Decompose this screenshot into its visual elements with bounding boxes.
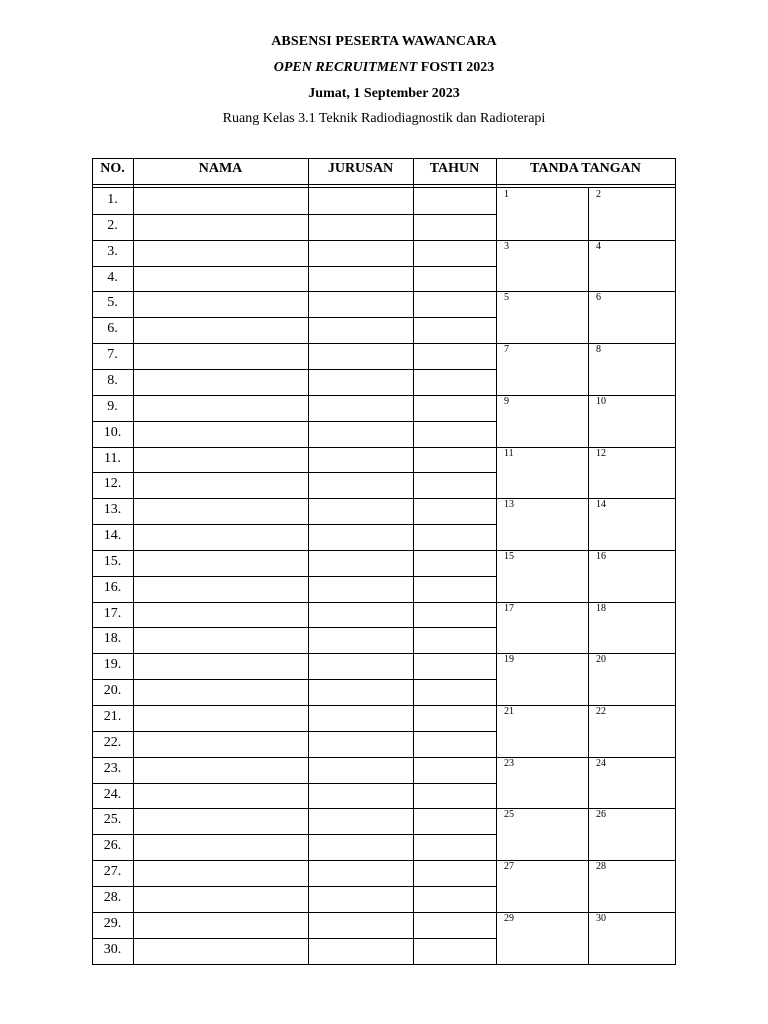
signature-number: 17 bbox=[504, 602, 514, 614]
subtitle-rest: FOSTI 2023 bbox=[420, 60, 495, 75]
signature-number: 25 bbox=[504, 809, 514, 821]
signature-row-divider bbox=[496, 291, 675, 292]
tahun-field[interactable] bbox=[414, 215, 496, 239]
subtitle-italic: OPEN RECRUITMENT bbox=[273, 60, 418, 75]
nama-field[interactable] bbox=[134, 680, 308, 704]
header-no: NO. bbox=[100, 161, 125, 176]
signature-field[interactable] bbox=[497, 564, 588, 600]
signature-field[interactable] bbox=[497, 512, 588, 548]
signature-number: 18 bbox=[596, 602, 606, 614]
signature-number: 3 bbox=[504, 240, 509, 252]
jurusan-field[interactable] bbox=[309, 370, 413, 394]
row-number: 14. bbox=[103, 528, 122, 544]
signature-number: 15 bbox=[504, 550, 514, 562]
signature-number: 22 bbox=[596, 706, 606, 717]
signature-row-divider bbox=[496, 912, 675, 913]
row-number: 7. bbox=[107, 347, 118, 363]
jurusan-field[interactable] bbox=[309, 473, 413, 497]
signature-field[interactable] bbox=[497, 305, 588, 341]
row-number: 23. bbox=[103, 760, 122, 776]
row-number: 22. bbox=[103, 734, 122, 750]
nama-field[interactable] bbox=[134, 809, 308, 833]
header-tanda-tangan: TANDA TANGAN bbox=[530, 161, 641, 176]
signature-number: 21 bbox=[504, 706, 514, 717]
tahun-field[interactable] bbox=[414, 396, 496, 420]
row-number: 16. bbox=[103, 579, 122, 595]
signature-row-divider bbox=[496, 757, 675, 758]
nama-field[interactable] bbox=[134, 577, 308, 601]
table-bottom-border bbox=[92, 964, 676, 965]
signature-row-divider bbox=[496, 498, 675, 499]
row-number: 9. bbox=[107, 398, 118, 414]
row-number: 4. bbox=[107, 269, 118, 285]
signature-number: 11 bbox=[504, 447, 514, 459]
signature-number: 29 bbox=[504, 912, 514, 924]
row-number: 21. bbox=[103, 709, 122, 724]
tahun-field[interactable] bbox=[414, 448, 496, 472]
tahun-field[interactable] bbox=[414, 267, 496, 291]
row-number: 25. bbox=[103, 812, 122, 828]
signature-field[interactable] bbox=[497, 667, 588, 703]
signature-row-divider bbox=[496, 240, 675, 241]
tahun-field[interactable] bbox=[414, 577, 496, 601]
signature-field[interactable] bbox=[589, 409, 675, 445]
signature-number: 4 bbox=[596, 240, 601, 252]
jurusan-field[interactable] bbox=[309, 499, 413, 523]
document-title: ABSENSI PESERTA WAWANCARA bbox=[271, 34, 497, 49]
signature-row-divider bbox=[496, 343, 675, 344]
nama-field[interactable] bbox=[134, 784, 308, 808]
signature-row-divider bbox=[496, 653, 675, 654]
row-number: 10. bbox=[103, 424, 122, 440]
jurusan-field[interactable] bbox=[309, 939, 413, 963]
signature-number: 23 bbox=[504, 757, 514, 769]
tahun-field[interactable] bbox=[414, 292, 496, 316]
nama-field[interactable] bbox=[134, 732, 308, 756]
signature-number: 20 bbox=[596, 654, 606, 666]
jurusan-field[interactable] bbox=[309, 628, 413, 652]
signature-field[interactable] bbox=[497, 409, 588, 445]
signature-field[interactable] bbox=[589, 305, 675, 341]
jurusan-field[interactable] bbox=[309, 551, 413, 575]
jurusan-field[interactable] bbox=[309, 861, 413, 885]
table-top-border bbox=[92, 158, 676, 159]
nama-field[interactable] bbox=[134, 318, 308, 342]
tahun-field[interactable] bbox=[414, 913, 496, 937]
signature-number: 2 bbox=[596, 189, 601, 200]
nama-field[interactable] bbox=[134, 939, 308, 963]
nama-field[interactable] bbox=[134, 344, 308, 368]
signature-field[interactable] bbox=[497, 357, 588, 393]
tahun-field[interactable] bbox=[414, 370, 496, 394]
signature-row-divider bbox=[496, 447, 675, 448]
row-number: 28. bbox=[103, 889, 122, 905]
row-number: 29. bbox=[103, 915, 122, 931]
signature-number: 30 bbox=[596, 912, 606, 924]
nama-field[interactable] bbox=[134, 525, 308, 549]
tahun-field[interactable] bbox=[414, 603, 496, 627]
tahun-field[interactable] bbox=[414, 809, 496, 833]
signature-field[interactable] bbox=[497, 202, 588, 238]
signature-field[interactable] bbox=[589, 926, 675, 962]
row-number: 19. bbox=[103, 657, 122, 673]
signature-field[interactable] bbox=[589, 719, 675, 755]
jurusan-field[interactable] bbox=[309, 654, 413, 678]
signature-row-divider bbox=[496, 705, 675, 706]
jurusan-field[interactable] bbox=[309, 396, 413, 420]
signature-field[interactable] bbox=[497, 719, 588, 755]
signature-row-divider bbox=[496, 808, 675, 809]
jurusan-field[interactable] bbox=[309, 318, 413, 342]
tahun-field[interactable] bbox=[414, 422, 496, 446]
jurusan-field[interactable] bbox=[309, 241, 413, 265]
jurusan-field[interactable] bbox=[309, 422, 413, 446]
signature-number: 16 bbox=[596, 550, 606, 562]
jurusan-field[interactable] bbox=[309, 809, 413, 833]
nama-field[interactable] bbox=[134, 215, 308, 239]
header-nama: NAMA bbox=[198, 161, 243, 176]
nama-field[interactable] bbox=[134, 913, 308, 937]
row-number: 26. bbox=[103, 838, 122, 854]
jurusan-field[interactable] bbox=[309, 732, 413, 756]
nama-field[interactable] bbox=[134, 499, 308, 523]
header-tahun: TAHUN bbox=[429, 161, 480, 176]
row-number: 30. bbox=[103, 941, 122, 957]
row-number: 18. bbox=[103, 631, 122, 647]
signature-field[interactable] bbox=[589, 254, 675, 290]
signature-number: 24 bbox=[596, 757, 606, 769]
jurusan-field[interactable] bbox=[309, 680, 413, 704]
tahun-field[interactable] bbox=[414, 241, 496, 265]
tahun-field[interactable] bbox=[414, 189, 496, 213]
signature-field[interactable] bbox=[497, 822, 588, 858]
tahun-field[interactable] bbox=[414, 887, 496, 911]
jurusan-field[interactable] bbox=[309, 784, 413, 808]
signature-row-divider bbox=[496, 860, 675, 861]
signature-number: 12 bbox=[596, 447, 606, 459]
signature-field[interactable] bbox=[589, 512, 675, 548]
signature-field[interactable] bbox=[497, 874, 588, 910]
row-number: 15. bbox=[103, 553, 122, 569]
signature-field[interactable] bbox=[497, 771, 588, 807]
tahun-field[interactable] bbox=[414, 835, 496, 859]
jurusan-field[interactable] bbox=[309, 758, 413, 782]
signature-number: 5 bbox=[504, 292, 509, 304]
row-number: 6. bbox=[107, 321, 118, 337]
signature-number: 19 bbox=[504, 654, 514, 666]
jurusan-field[interactable] bbox=[309, 577, 413, 601]
row-number: 1. bbox=[107, 192, 118, 207]
nama-field[interactable] bbox=[134, 628, 308, 652]
nama-field[interactable] bbox=[134, 292, 308, 316]
signature-number: 14 bbox=[596, 499, 606, 511]
signature-field[interactable] bbox=[497, 926, 588, 962]
tahun-field[interactable] bbox=[414, 628, 496, 652]
nama-field[interactable] bbox=[134, 861, 308, 885]
jurusan-field[interactable] bbox=[309, 267, 413, 291]
signature-field[interactable] bbox=[497, 461, 588, 497]
row-number: 11. bbox=[104, 450, 121, 466]
jurusan-field[interactable] bbox=[309, 344, 413, 368]
signature-field[interactable] bbox=[589, 667, 675, 703]
tahun-field[interactable] bbox=[414, 654, 496, 678]
jurusan-field[interactable] bbox=[309, 525, 413, 549]
row-number: 12. bbox=[103, 476, 122, 492]
nama-field[interactable] bbox=[134, 241, 308, 265]
jurusan-field[interactable] bbox=[309, 706, 413, 730]
tahun-field[interactable] bbox=[414, 732, 496, 756]
signature-field[interactable] bbox=[497, 254, 588, 290]
nama-field[interactable] bbox=[134, 422, 308, 446]
column-divider bbox=[675, 158, 676, 965]
jurusan-field[interactable] bbox=[309, 189, 413, 213]
jurusan-field[interactable] bbox=[309, 603, 413, 627]
jurusan-field[interactable] bbox=[309, 887, 413, 911]
nama-field[interactable] bbox=[134, 603, 308, 627]
nama-field[interactable] bbox=[134, 835, 308, 859]
nama-field[interactable] bbox=[134, 887, 308, 911]
jurusan-field[interactable] bbox=[309, 292, 413, 316]
jurusan-field[interactable] bbox=[309, 835, 413, 859]
row-number: 27. bbox=[103, 864, 122, 880]
row-number: 17. bbox=[103, 605, 122, 621]
tahun-field[interactable] bbox=[414, 525, 496, 549]
nama-field[interactable] bbox=[134, 267, 308, 291]
signature-number: 27 bbox=[504, 861, 514, 873]
signature-row-divider bbox=[496, 550, 675, 551]
signature-row-divider bbox=[496, 602, 675, 603]
nama-field[interactable] bbox=[134, 448, 308, 472]
tahun-field[interactable] bbox=[414, 784, 496, 808]
document-date: Jumat, 1 September 2023 bbox=[308, 86, 460, 101]
tahun-field[interactable] bbox=[414, 551, 496, 575]
document-location: Ruang Kelas 3.1 Teknik Radiodiagnostik dan Radioterapi bbox=[222, 111, 546, 126]
signature-field[interactable] bbox=[497, 616, 588, 652]
tahun-field[interactable] bbox=[414, 758, 496, 782]
header-jurusan: JURUSAN bbox=[327, 161, 394, 176]
signature-field[interactable] bbox=[589, 771, 675, 807]
nama-field[interactable] bbox=[134, 370, 308, 394]
nama-field[interactable] bbox=[134, 189, 308, 213]
nama-field[interactable] bbox=[134, 551, 308, 575]
signature-number: 28 bbox=[596, 861, 606, 873]
tahun-field[interactable] bbox=[414, 706, 496, 730]
tahun-field[interactable] bbox=[414, 344, 496, 368]
signature-field[interactable] bbox=[589, 564, 675, 600]
signature-number: 9 bbox=[504, 395, 509, 407]
row-number: 24. bbox=[103, 786, 122, 802]
signature-row-divider bbox=[496, 395, 675, 396]
tahun-field[interactable] bbox=[414, 861, 496, 885]
signature-field[interactable] bbox=[589, 874, 675, 910]
row-number: 3. bbox=[107, 243, 118, 259]
row-number: 5. bbox=[107, 295, 118, 311]
tahun-field[interactable] bbox=[414, 939, 496, 963]
tahun-field[interactable] bbox=[414, 680, 496, 704]
header-bottom-border bbox=[92, 184, 676, 185]
row-number: 20. bbox=[103, 683, 122, 699]
tahun-field[interactable] bbox=[414, 473, 496, 497]
tahun-field[interactable] bbox=[414, 318, 496, 342]
signature-field[interactable] bbox=[589, 202, 675, 238]
signature-number: 6 bbox=[596, 292, 601, 304]
signature-number: 10 bbox=[596, 395, 606, 407]
signature-field[interactable] bbox=[589, 357, 675, 393]
jurusan-field[interactable] bbox=[309, 448, 413, 472]
row-number: 8. bbox=[107, 372, 118, 388]
signature-number: 1 bbox=[504, 189, 509, 200]
signature-field[interactable] bbox=[589, 616, 675, 652]
row-number: 2. bbox=[107, 217, 118, 233]
row-number: 13. bbox=[103, 502, 122, 518]
nama-field[interactable] bbox=[134, 396, 308, 420]
signature-number: 26 bbox=[596, 809, 606, 821]
nama-field[interactable] bbox=[134, 473, 308, 497]
nama-field[interactable] bbox=[134, 654, 308, 678]
jurusan-field[interactable] bbox=[309, 215, 413, 239]
signature-number: 13 bbox=[504, 499, 514, 511]
jurusan-field[interactable] bbox=[309, 913, 413, 937]
signature-field[interactable] bbox=[589, 461, 675, 497]
nama-field[interactable] bbox=[134, 758, 308, 782]
signature-number: 7 bbox=[504, 344, 509, 356]
signature-field[interactable] bbox=[589, 822, 675, 858]
nama-field[interactable] bbox=[134, 706, 308, 730]
signature-number: 8 bbox=[596, 344, 601, 356]
tahun-field[interactable] bbox=[414, 499, 496, 523]
